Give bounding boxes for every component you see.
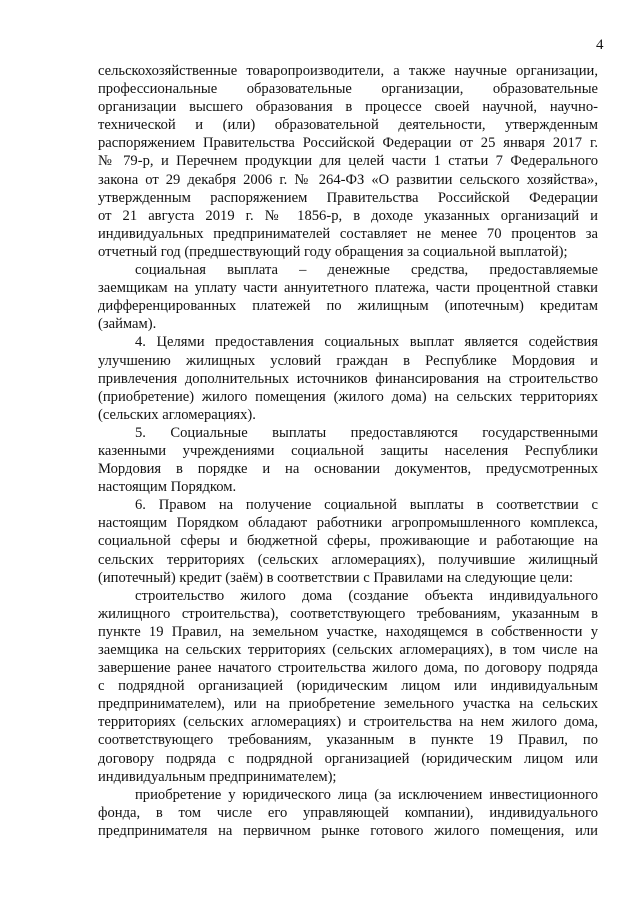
document-body: [98, 62, 598, 840]
text-line: дифференцированных платежей по жилищным (ипотечным) кредитам: [98, 298, 598, 315]
text-line: предпринимателя на первичном рынке готового жилого помещения, или: [98, 822, 598, 839]
text-line: пункте 19 Правил, на земельном участке, находящемся в собственности у: [98, 623, 598, 640]
text-line: казенными учреждениями социальной защиты населения Республики: [98, 442, 598, 459]
text-line: социальной сферы и бюджетной сферы, проживающие и работающие на: [98, 533, 598, 550]
text-line: настоящим Порядком обладают работники агропромышленного комплекса,: [98, 515, 598, 532]
text-line: индивидуальных предпринимателей составляет не менее 70 процентов за: [98, 225, 598, 242]
text-line: технической и (или) образовательной деятельности, утвержденным: [98, 117, 598, 134]
text-line: 4. Целями предоставления социальных выплат является содействия: [135, 334, 598, 351]
text-line: профессиональные образовательные организации, образовательные: [98, 81, 598, 98]
text-line: фонда, в том числе его управляющей компании), индивидуального: [98, 804, 598, 821]
text-line: строительство жилого дома (создание объекта индивидуального: [135, 587, 598, 604]
text-line: заемщикам на уплату части аннуитетного платежа, части процентной ставки: [98, 280, 598, 297]
text-line: организации высшего образования в процессе своей научной, научно-: [98, 99, 598, 116]
text-line: 5. Социальные выплаты предоставляются государственными: [135, 424, 598, 441]
text-line: договору подряда с подрядной организацией (юридическим лицом или: [98, 750, 598, 767]
text-line: закона от 29 декабря 2006 г. № 264-ФЗ «О развитии сельского хозяйства»,: [98, 171, 598, 188]
text-line: заемщика на сельских территориях (сельских агломерациях), в том числе на: [98, 642, 598, 658]
page-number: 4: [596, 37, 604, 53]
text-line: от 21 августа 2019 г. № 1856-р, в доходе указанных организаций и: [98, 207, 598, 224]
text-line: территориях (сельских агломерациях) и строительства на нем жилого дома,: [98, 714, 598, 731]
text-line: настоящим Порядком.: [98, 479, 237, 496]
text-line: (займам).: [98, 316, 157, 333]
text-line: предпринимателем), или на приобретение земельного участка на сельских: [98, 696, 598, 713]
text-line: сельских территориях (сельских агломерациях), получившие жилищный: [98, 551, 598, 568]
text-line: индивидуальным предпринимателем);: [98, 768, 337, 785]
text-line: улучшению жилищных условий граждан в Республике Мордовия и: [98, 352, 598, 369]
text-line: завершение ранее начатого строительства жилого дома, по договору подряда: [98, 660, 598, 677]
text-line: с подрядной организацией (юридическим лицом или индивидуальным: [98, 678, 598, 695]
text-line: жилищного строительства), соответствующего требованиям, указанным в: [98, 605, 598, 622]
text-line: отчетный год (предшествующий году обращения за социальной выплатой);: [98, 243, 568, 260]
text-line: 6. Правом на получение социальной выплаты в соответствии с: [135, 497, 598, 514]
text-line: соответствующего требованиям, указанным в пункте 19 Правил, по: [98, 732, 598, 749]
text-line: социальная выплата – денежные средства, предоставляемые: [135, 262, 598, 279]
text-line: привлечения дополнительных источников финансирования на строительство: [98, 370, 598, 387]
text-line: утвержденным распоряжением Правительства Российской Федерации: [98, 189, 598, 206]
text-line: (сельских агломерациях).: [98, 406, 256, 423]
text-line: № 79-р, и Перечнем продукции для целей части 1 статьи 7 Федерального: [98, 153, 598, 170]
text-line: (приобретение) жилого помещения (жилого дома) на сельских территориях: [98, 388, 598, 405]
text-line: распоряжением Правительства Российской Федерации от 25 января 2017 г.: [98, 135, 598, 152]
text-line: Мордовия в порядке и на основании документов, предусмотренных: [98, 461, 598, 478]
text-line: приобретение у юридического лица (за исключением инвестиционного: [135, 786, 598, 803]
text-line: (ипотечный) кредит (заём) в соответствии с Правилами на следующие цели:: [98, 569, 574, 586]
text-line: сельскохозяйственные товаропроизводители, а также научные организации,: [98, 63, 598, 79]
